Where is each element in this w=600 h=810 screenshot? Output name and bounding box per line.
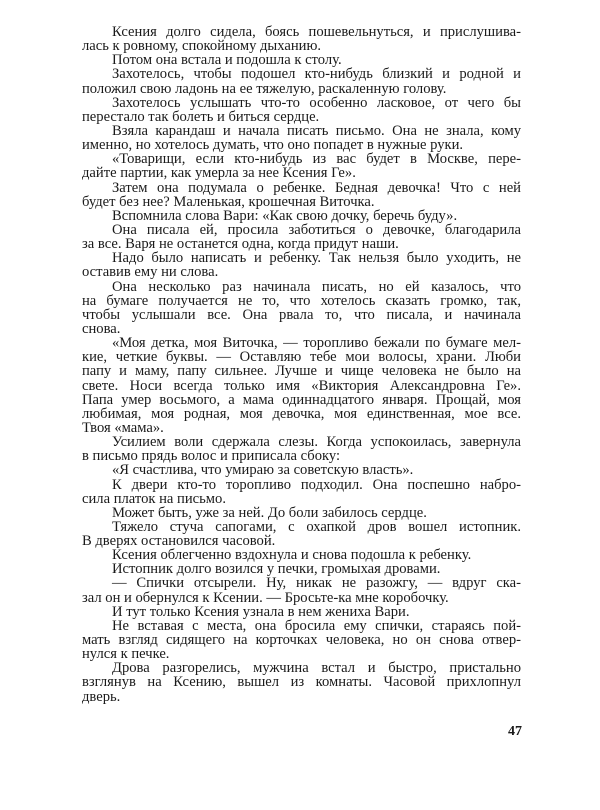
text-line: сила платок на письмо. — [82, 490, 226, 507]
text-line: Может быть, уже за ней. До боли забилось сердце. — [112, 504, 427, 521]
text-line: мать взгляд сидящего на корточках человека, но он снова отвер- — [82, 632, 521, 649]
text-line: Взяла карандаш и начала писать письмо. Она не знала, кому — [112, 122, 521, 139]
page-body-text — [82, 25, 521, 704]
text-line: чтобы услышали все. Она рвала то, что писала, и начинала — [82, 306, 521, 323]
text-line: Истопник долго возился у печки, громыхая дровами. — [112, 561, 441, 578]
text-line: Она несколько раз начинала писать, но ей казалось, что — [112, 278, 521, 295]
text-line: Потом она встала и подошла к столу. — [112, 52, 342, 69]
text-line: снова. — [82, 320, 121, 337]
text-line: лась к ровному, спокойному дыханию. — [82, 38, 321, 55]
text-line: свете. Носи всегда только имя «Виктория Александровна Ге». — [82, 377, 521, 394]
text-line: — Спички отсырели. Ну, никак не разожгу, — вдруг ска- — [112, 575, 521, 592]
text-line: положил свою ладонь на ее тяжелую, раскаленную голову. — [82, 80, 447, 97]
text-line: И тут только Ксения узнала в нем жениха Вари. — [112, 603, 410, 620]
text-line: Затем она подумала о ребенке. Бедная девочка! Что с ней — [112, 179, 521, 196]
text-line: Не вставая с места, она бросила ему спички, стараясь пой- — [112, 617, 521, 634]
text-line: «Я счастлива, что умираю за советскую власть». — [112, 462, 414, 479]
text-line: Папа умер восьмого, а мама одиннадцатого января. Прощай, моя — [82, 391, 521, 408]
text-line: за все. Варя не останется одна, когда придут наши. — [82, 236, 399, 253]
text-line: «Товарищи, если кто-нибудь из вас будет в Москве, пере- — [112, 151, 521, 168]
text-line: перестало так болеть и биться сердце. — [82, 108, 320, 125]
text-line: В дверях остановился часовой. — [82, 533, 276, 550]
text-line: на бумаге получается не то, что хотелось сказать громко, так, — [82, 292, 521, 309]
text-line: Дрова разгорелись, мужчина встал и быстро, пристально — [112, 660, 521, 677]
text-line: оставив ему ни слова. — [82, 264, 219, 281]
text-line: «Моя детка, моя Виточка, — торопливо бежали по бумаге мел- — [112, 335, 521, 352]
text-line: Усилием воли сдержала слезы. Когда успокоилась, завернула — [112, 434, 521, 451]
text-line: зал он и обернулся к Ксении. — Бросьте-ка мне коробочку. — [82, 589, 449, 606]
text-line: Вспомнила слова Вари: «Как свою дочку, беречь буду». — [112, 207, 458, 224]
text-line: дверь. — [82, 688, 121, 705]
text-line: дайте партии, как умерла за нее Ксения Ге». — [82, 165, 356, 182]
page-number: 47 — [508, 724, 522, 739]
text-line: Тяжело стуча сапогами, с охапкой дров вошел истопник. — [112, 518, 521, 535]
text-line: будет без нее? Маленькая, крошечная Виточка. — [82, 193, 375, 210]
text-line: нулся к печке. — [82, 646, 170, 663]
text-line: Ксения долго сидела, боясь пошевельнуться, и прислушива- — [112, 24, 521, 40]
text-line: Захотелось, чтобы подошел кто-нибудь близкий и родной и — [112, 66, 521, 83]
text-line: Надо было написать и ребенку. Так нельзя было уходить, не — [112, 250, 521, 267]
text-line: любимая, моя родная, моя девочка, моя единственная, мое все. — [82, 405, 521, 422]
text-line: именно, но хотелось думать, что оно попадет в нужные руки. — [82, 137, 464, 154]
text-line: Твоя «мама». — [82, 419, 164, 436]
text-line: папу и маму, папу сильнее. Лучше и чище человека не было на — [82, 363, 521, 380]
text-line: кие, четкие буквы. — Оставляю тебе мои волосы, храни. Люби — [82, 349, 521, 366]
text-line: в письмо прядь волос и приписала сбоку: — [82, 448, 341, 465]
text-line: взглянув на Ксению, вышел из комнаты. Часовой прихлопнул — [82, 674, 521, 691]
text-line: Ксения облегченно вздохнула и снова подошла к ребенку. — [112, 547, 472, 564]
text-line: Она писала ей, просила заботиться о девочке, благодарила — [112, 221, 521, 238]
text-line: К двери кто-то торопливо подходил. Она поспешно набро- — [112, 476, 521, 493]
text-line: Захотелось услышать что-то особенно ласковое, от чего бы — [112, 94, 521, 111]
